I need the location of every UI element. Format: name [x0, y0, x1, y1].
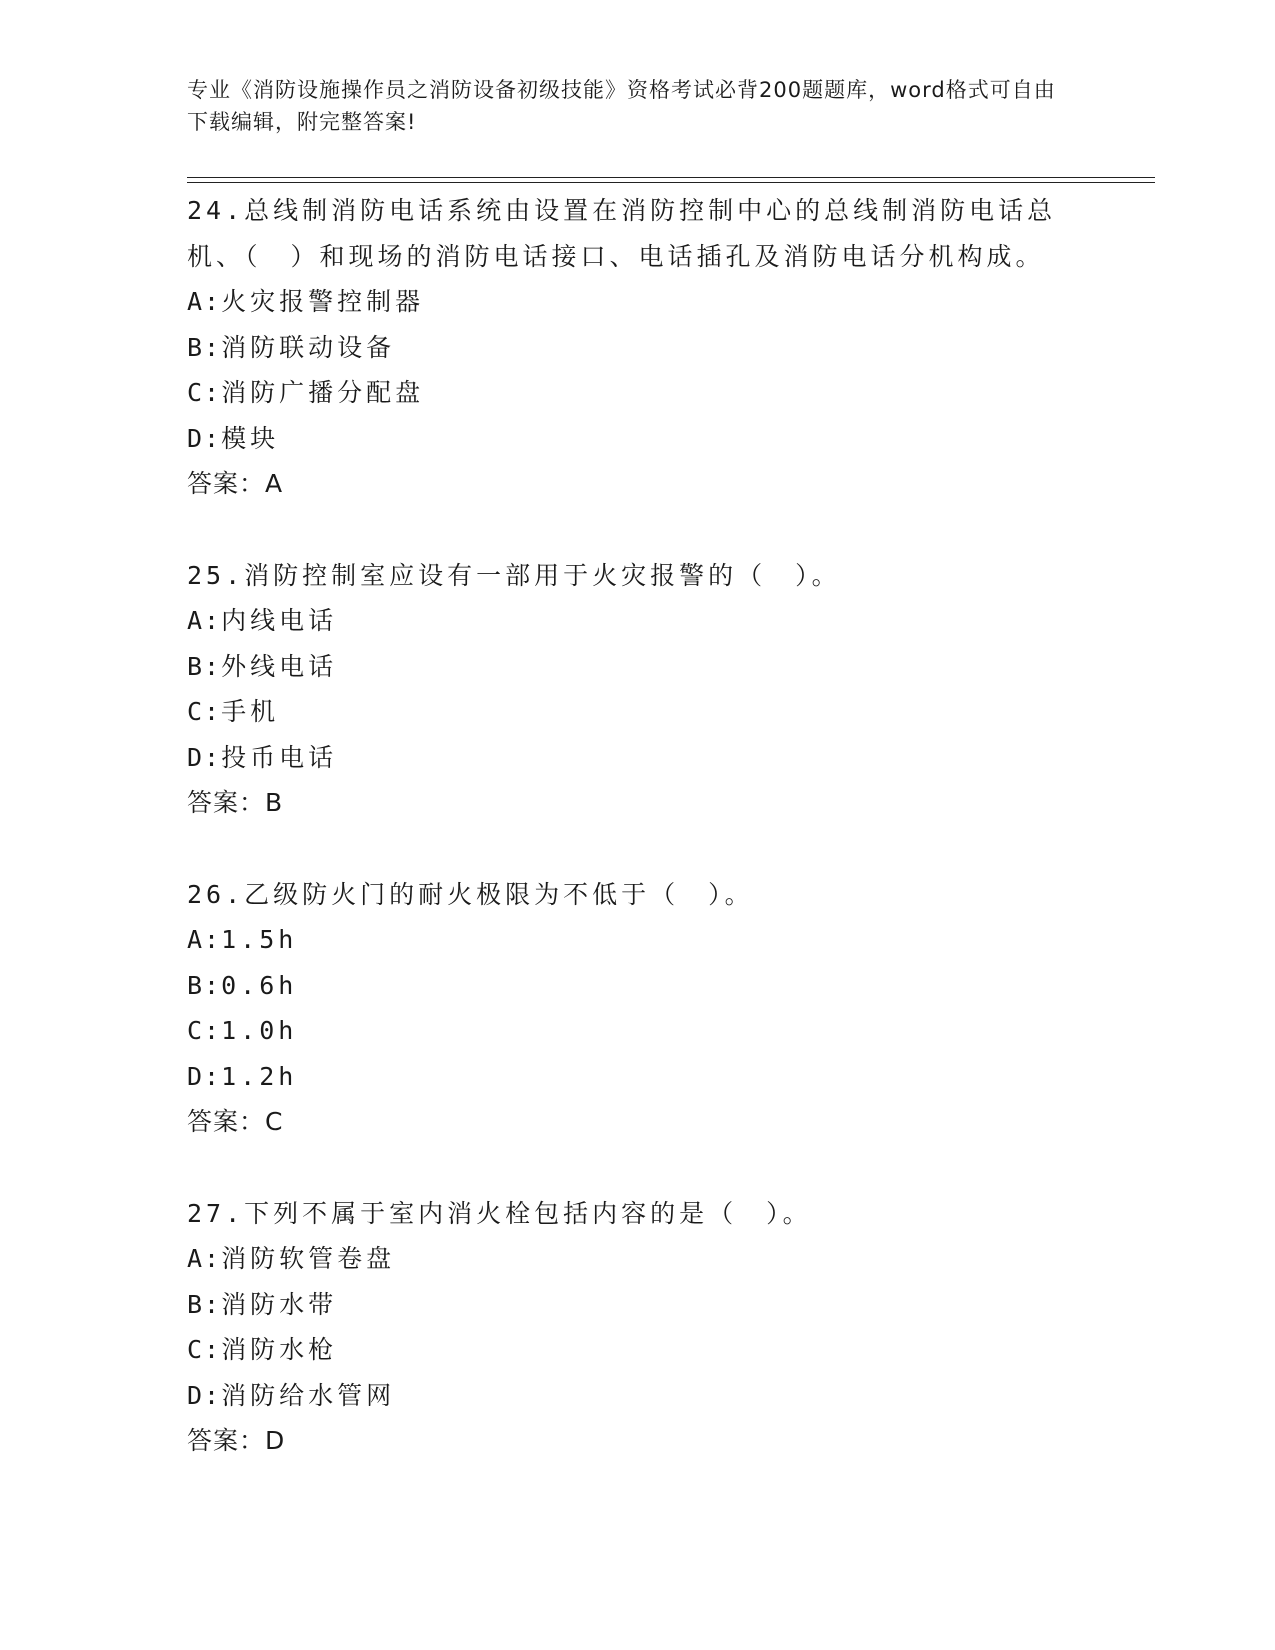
question-26: [187, 872, 1087, 1145]
option-c: [187, 1327, 1087, 1373]
answer-line: 答案：D: [187, 1426, 286, 1455]
option-a: [187, 1236, 1087, 1282]
question-24: [187, 188, 1087, 507]
option-b: [187, 1282, 1087, 1328]
option-text: 模块: [221, 423, 280, 453]
question-25: [187, 553, 1087, 826]
option-a: [187, 917, 1087, 963]
option-letter: A:: [187, 1244, 222, 1273]
document-header: 专业《消防设施操作员之消防设备初级技能》资格考试必背200题题库，word格式可自由下载编辑，附完整答案!: [187, 78, 1056, 134]
option-a: [187, 279, 1087, 325]
option-d: [187, 416, 1087, 462]
option-text: 火灾报警控制器: [221, 287, 425, 316]
option-letter: B:: [187, 332, 222, 362]
option-text: 消防联动设备: [221, 332, 396, 362]
question-stem: 25.消防控制室应设有一部用于火灾报警的（ ）。: [187, 560, 841, 590]
option-b: [187, 644, 1087, 690]
option-letter: C:: [187, 1335, 222, 1364]
option-letter: C:: [187, 697, 222, 726]
option-text: 消防广播分配盘: [221, 378, 425, 407]
option-letter: D:: [187, 742, 222, 772]
option-letter: B:: [187, 1289, 222, 1319]
option-text: 0.6h: [221, 970, 298, 1000]
option-b: [187, 325, 1087, 371]
option-a: [187, 598, 1087, 644]
option-d: [187, 735, 1087, 781]
option-text: 内线电话: [221, 606, 338, 635]
option-text: 消防软管卷盘: [221, 1244, 396, 1273]
option-letter: A:: [187, 606, 222, 635]
question-list: [187, 188, 1087, 1510]
answer-line: 答案：A: [187, 469, 284, 498]
answer-line: 答案：C: [187, 1107, 284, 1136]
option-text: 外线电话: [221, 651, 338, 681]
option-letter: D:: [187, 1061, 222, 1091]
question-stem: 27.下列不属于室内消火栓包括内容的是（ ）。: [187, 1198, 812, 1228]
option-letter: A:: [187, 287, 222, 316]
option-letter: B:: [187, 970, 222, 1000]
option-letter: D:: [187, 1380, 222, 1410]
option-text: 消防水带: [221, 1289, 338, 1319]
header-rule-top: [187, 177, 1155, 178]
option-b: [187, 963, 1087, 1009]
option-text: 1.5h: [221, 925, 298, 954]
option-c: [187, 1008, 1087, 1054]
option-text: 1.2h: [221, 1061, 298, 1091]
option-text: 消防水枪: [221, 1335, 338, 1364]
option-d: [187, 1373, 1087, 1419]
option-letter: D:: [187, 423, 222, 453]
option-text: 消防给水管网: [221, 1380, 396, 1410]
question-27: [187, 1191, 1087, 1464]
option-c: [187, 370, 1087, 416]
option-letter: C:: [187, 378, 222, 407]
header-rule-bottom: [187, 182, 1155, 183]
option-letter: A:: [187, 925, 222, 954]
option-text: 1.0h: [221, 1016, 298, 1045]
option-text: 手机: [221, 697, 280, 726]
question-stem: 24.总线制消防电话系统由设置在消防控制中心的总线制消防电话总机、（ ）和现场的消防电话接口、电话插孔及消防电话分机构成。: [187, 196, 1057, 271]
option-c: [187, 689, 1087, 735]
option-letter: B:: [187, 651, 222, 681]
answer-line: 答案：B: [187, 788, 284, 817]
option-letter: C:: [187, 1016, 222, 1045]
option-text: 投币电话: [221, 742, 338, 772]
option-d: [187, 1054, 1087, 1100]
question-stem: 26.乙级防火门的耐火极限为不低于（ ）。: [187, 879, 754, 909]
